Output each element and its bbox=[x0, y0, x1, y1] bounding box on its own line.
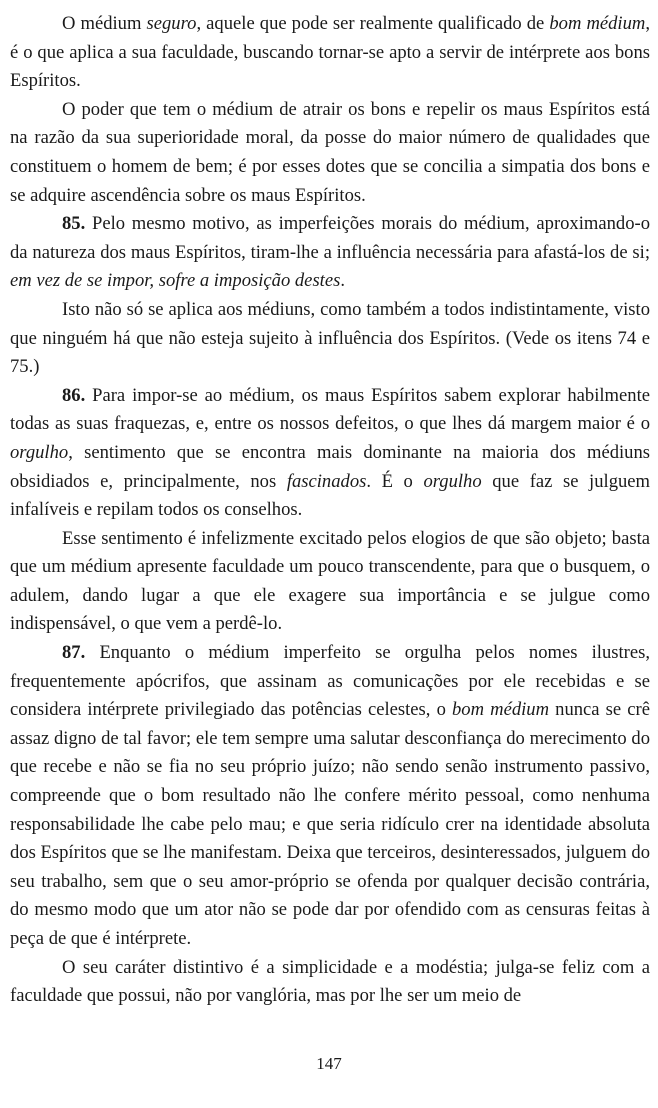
text-run: nunca se crê assaz digno de tal favor; ele tem sempre uma salutar desconfiança do merecimento do que recebe e não se fia no seu próprio juízo; não sendo senão instrumento passivo, compreende que o bom resultado não lhe confere mérito pessoal, como nenhuma responsabilidade lhe cabe pelo mau; e que seria ridículo crer na identidade absoluta dos Espíritos que se lhe manifestam. Deixa que terceiros, desinteressados, julguem do seu trabalho, sem que o seu amor-próprio se ofenda por qualquer decisão contrária, do mesmo modo que um ator não se pode dar por ofendido com as censuras feitas à peça de que é intérprete. bbox=[10, 699, 651, 949]
italic-text: em vez de se impor, sofre a imposição destes bbox=[10, 270, 341, 292]
paragraph bbox=[10, 10, 650, 96]
text-run: . bbox=[340, 270, 345, 292]
item-number: 85. bbox=[62, 213, 86, 235]
italic-text: orgulho bbox=[423, 470, 482, 492]
text-run: O poder que tem o médium de atrair os bons e repelir os maus Espíritos está na razão da sua superioridade moral, da posse do maior número de qualidades que constituem o homem de bem; é por esses dotes que se concilia a simpatia dos bons e se adquire ascendência sobre os maus Espíritos. bbox=[10, 98, 650, 206]
italic-text: fascinados bbox=[286, 470, 367, 492]
paragraph bbox=[10, 382, 650, 525]
page-body bbox=[10, 10, 650, 1011]
paragraph bbox=[10, 639, 650, 954]
page-number: 147 bbox=[316, 1054, 342, 1073]
item-number: 87. bbox=[62, 642, 86, 664]
italic-text: bom médium bbox=[549, 13, 646, 34]
text-run: , aquele que pode ser realmente qualificado de bbox=[196, 13, 550, 34]
paragraph bbox=[10, 296, 650, 382]
italic-text: seguro bbox=[146, 13, 197, 34]
text-run: , é o que aplica a sua faculdade, buscando tornar-se apto a servir de intérprete aos bons Espíritos. bbox=[10, 13, 650, 92]
paragraph bbox=[10, 210, 650, 296]
paragraph bbox=[10, 954, 650, 1011]
paragraph bbox=[10, 96, 650, 210]
italic-text: orgulho bbox=[10, 441, 69, 463]
paragraph bbox=[10, 525, 650, 639]
text-run: . É o bbox=[366, 470, 424, 492]
item-number: 86. bbox=[62, 384, 86, 406]
text-run: , sentimento que se encontra mais dominante na maioria dos médiuns obsidiados e, principalmente, nos bbox=[10, 441, 650, 492]
text-run: que faz se julguem infalíveis e repilam todos os conselhos. bbox=[10, 470, 650, 521]
text-run: Isto não só se aplica aos médiuns, como também a todos indistintamente, visto que ninguém há que não esteja sujeito à influência dos Espíritos. (Vede os itens 74 e 75.) bbox=[10, 298, 650, 378]
text-run: Esse sentimento é infelizmente excitado pelos elogios de que são objeto; basta que um médium apresente faculdade um pouco transcendente, para que o busquem, o adulem, dando lugar a que ele exagere sua importância e se julgue como indispensável, o que vem a perdê-lo. bbox=[10, 527, 650, 635]
text-run: O médium bbox=[62, 13, 147, 34]
text-run: Enquanto o médium imperfeito se orgulha pelos nomes ilustres, frequentemente apócrifos, que assinam as comunicações por ele recebidas e se considera intérprete privilegiado das potências celestes, o bbox=[10, 642, 650, 721]
text-run: Pelo mesmo motivo, as imperfeições morais do médium, aproximando-o da natureza dos maus Espíritos, tiram-lhe a influência necessária para afastá-los de si; bbox=[10, 213, 650, 263]
italic-text: bom médium bbox=[452, 699, 550, 721]
text-run: O seu caráter distintivo é a simplicidade e a modéstia; julga-se feliz com a faculdade que possui, não por vanglória, mas por lhe ser um meio de bbox=[10, 956, 650, 1007]
text-run: Para impor-se ao médium, os maus Espíritos sabem explorar habilmente todas as suas fraquezas, e, entre os nossos defeitos, o que lhes dá margem maior é o bbox=[10, 384, 650, 435]
